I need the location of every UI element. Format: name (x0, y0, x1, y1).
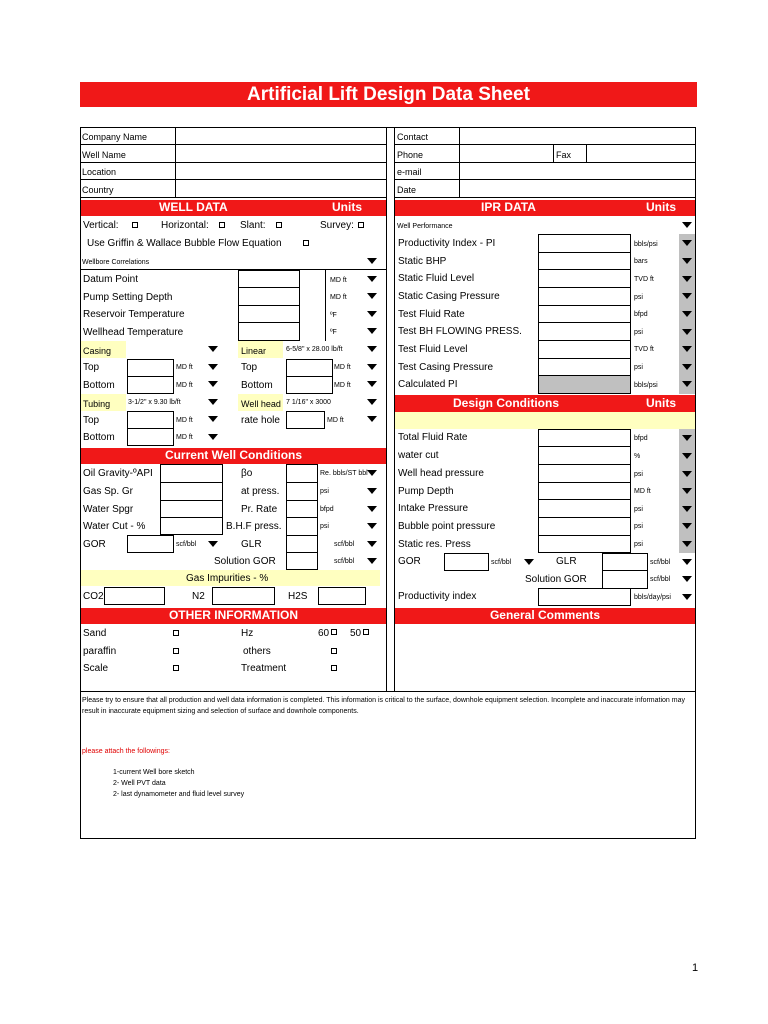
design-intake-dropdown-icon[interactable] (682, 506, 692, 512)
glr-dropdown-icon[interactable] (367, 541, 377, 547)
design-gor-input[interactable] (444, 553, 489, 571)
glr-unit: scf/bbl (334, 541, 355, 548)
well-performance-dropdown-icon[interactable] (682, 222, 692, 228)
design-glr-dropdown-icon[interactable] (682, 559, 692, 565)
design-intake-label: Intake Pressure (398, 503, 469, 514)
reservoir-temp-label: Reservoir Temperature (83, 309, 185, 320)
ipr-casing-dropdown-icon[interactable] (682, 293, 692, 299)
co2-input[interactable] (104, 587, 165, 605)
design-gor-label: GOR (398, 556, 421, 567)
current-conditions-header: Current Well Conditions (81, 448, 386, 464)
horizontal-checkbox[interactable] (219, 222, 225, 228)
linear-value: 6-5/8" x 28.00 lb/ft (286, 346, 343, 353)
ipr-level-dropdown-icon[interactable] (682, 346, 692, 352)
fax-field[interactable] (587, 145, 696, 161)
design-glr-unit: scf/bbl (650, 559, 671, 566)
treatment-label: Treatment (241, 663, 287, 674)
ipr-inputs[interactable] (538, 234, 631, 394)
well-head-dropdown-icon[interactable] (367, 399, 377, 405)
ipr-bh-unit: psi (634, 329, 643, 336)
well-data-title: WELL DATA (159, 200, 228, 214)
attach-item-1: 1-current Well bore sketch (113, 769, 195, 776)
design-bubble-label: Bubble point pressure (398, 521, 496, 532)
ipr-calculated-pi-label: Calculated PI (398, 379, 458, 390)
linear-bottom-dropdown-icon[interactable] (367, 381, 377, 387)
ipr-units: Units (646, 200, 676, 214)
general-comments-header: General Comments (395, 608, 695, 624)
date-field[interactable] (460, 180, 696, 196)
gor-dropdown-icon[interactable] (208, 541, 218, 547)
design-static-dropdown-icon[interactable] (682, 541, 692, 547)
casing-bottom-label: Bottom (83, 380, 115, 391)
correlations-dropdown-icon[interactable] (367, 258, 377, 264)
solution-gor-label: Solution GOR (214, 556, 276, 567)
ipr-fluid-unit: TVD ft (634, 276, 654, 283)
company-name-label: Company Name (82, 132, 148, 142)
gor-input[interactable] (127, 535, 174, 553)
co2-label: CO2 (83, 591, 104, 602)
sand-checkbox[interactable] (173, 630, 179, 636)
ipr-static-fluid-label: Static Fluid Level (398, 273, 475, 284)
linear-bottom-label: Bottom (241, 380, 273, 391)
water-cut-label: Water Cut - % (83, 521, 146, 532)
correlations-label: Wellbore Correlations (82, 259, 150, 266)
page-title: Artificial Lift Design Data Sheet (80, 82, 697, 107)
casing-top-unit: MD ft (176, 364, 193, 371)
design-static-res-label: Static res. Press (398, 539, 471, 550)
tubing-bottom-unit: MD ft (176, 434, 193, 441)
griffin-label: Use Griffin & Wallace Bubble Flow Equation (87, 238, 282, 249)
h2s-label: H2S (288, 591, 308, 602)
productivity-input[interactable] (538, 588, 631, 606)
hz60-label: 60 (318, 628, 330, 639)
other-info-header: OTHER INFORMATION (81, 608, 386, 624)
survey-label: Survey: (320, 220, 354, 231)
ipr-test-level-label: Test Fluid Level (398, 344, 468, 355)
datum-unit: MD ft (330, 277, 347, 284)
tubing-top-label: Top (83, 415, 100, 426)
h2s-input[interactable] (318, 587, 366, 605)
design-wh-dropdown-icon[interactable] (682, 471, 692, 477)
hz50-checkbox[interactable] (363, 629, 369, 635)
ipr-rate-dropdown-icon[interactable] (682, 311, 692, 317)
fax-label: Fax (556, 150, 572, 160)
gas-sp-label: Gas Sp. Gr (83, 486, 134, 497)
design-rate-unit: bfpd (634, 435, 648, 442)
gor-unit: scf/bbl (176, 541, 197, 548)
design-solution-dropdown-icon[interactable] (682, 576, 692, 582)
paraffin-label: paraffin (83, 646, 117, 657)
ipr-static-casing-label: Static Casing Pressure (398, 291, 500, 302)
linear-dropdown-icon[interactable] (367, 346, 377, 352)
wellhead-unit: ºF (330, 329, 337, 336)
linear-top-unit: MD ft (334, 364, 351, 371)
phone-field[interactable] (460, 145, 553, 161)
linear-label: Linear (241, 346, 267, 356)
solution-gor-dropdown-icon[interactable] (367, 558, 377, 564)
country-field[interactable] (176, 180, 386, 196)
ipr-pi-unit: bbls/psi (634, 241, 658, 248)
completion-note: Please try to ensure that all production and well data information is completed. This information is critical to the surface, downhole equipment selection. Incomplete and inaccurate information may result in inaccurate equipment sizing and selection of surface and downhole components. (82, 697, 685, 715)
survey-checkbox[interactable] (358, 222, 364, 228)
ipr-title: IPR DATA (481, 200, 536, 214)
design-header (395, 395, 695, 412)
sand-label: Sand (83, 628, 107, 639)
design-wc-unit: % (634, 453, 641, 460)
productivity-unit: bbls/day/psi (634, 594, 671, 601)
rate-hole-dropdown-icon[interactable] (367, 416, 377, 422)
bo-dropdown-icon[interactable] (367, 470, 377, 476)
ipr-bhp-dropdown-icon[interactable] (682, 258, 692, 264)
design-solution-unit: scf/bbl (650, 576, 671, 583)
design-gor-dropdown-icon[interactable] (524, 559, 534, 565)
location-field[interactable] (176, 163, 386, 179)
ipr-test-casing-label: Test Casing Pressure (398, 362, 494, 373)
ipr-calc-unit: bbls/psi (634, 382, 658, 389)
linear-top-label: Top (241, 362, 258, 373)
design-bubble-unit: psi (634, 523, 643, 530)
ipr-pi-label: Productivity Index - PI (398, 238, 496, 249)
casing-dropdown-icon[interactable] (208, 346, 218, 352)
pump-dropdown-icon[interactable] (367, 293, 377, 299)
solution-gor-unit: scf/bbl (334, 558, 355, 565)
ipr-tcasing-dropdown-icon[interactable] (682, 364, 692, 370)
hz50-label: 50 (350, 628, 362, 639)
design-glr-label: GLR (556, 556, 577, 567)
hz60-checkbox[interactable] (331, 629, 337, 635)
slant-checkbox[interactable] (276, 222, 282, 228)
attach-header: please attach the followings: (82, 748, 170, 755)
casing-label: Casing (83, 346, 112, 356)
ipr-header (395, 200, 695, 216)
n2-input[interactable] (212, 587, 275, 605)
ipr-bhp-unit: bars (634, 258, 648, 265)
design-bubble-dropdown-icon[interactable] (682, 523, 692, 529)
design-pd-unit: MD ft (634, 488, 651, 495)
design-wh-unit: psi (634, 471, 643, 478)
ipr-level-unit: TVD ft (634, 346, 654, 353)
country-label: Country (82, 185, 114, 195)
bo-unit: Re. bbls/ST bbl (320, 470, 368, 477)
general-comments-field[interactable] (396, 625, 695, 691)
design-rate-dropdown-icon[interactable] (682, 435, 692, 441)
casing-top-label: Top (83, 362, 100, 373)
casing-bottom-unit: MD ft (176, 382, 193, 389)
productivity-dropdown-icon[interactable] (682, 594, 692, 600)
phone-label: Phone (397, 150, 424, 160)
ipr-rate-unit: bfpd (634, 311, 648, 318)
gor-label: GOR (83, 539, 106, 550)
at-press-dropdown-icon[interactable] (367, 488, 377, 494)
tubing-label: Tubing (83, 399, 111, 409)
casing-bottom-dropdown-icon[interactable] (208, 381, 218, 387)
bhf-dropdown-icon[interactable] (367, 523, 377, 529)
pump-unit: MD ft (330, 294, 347, 301)
company-name-field[interactable] (176, 128, 386, 144)
well-data-header (81, 200, 386, 216)
bo-label: βo (241, 468, 253, 479)
well-head-label: Well head (241, 399, 281, 409)
wellhead-dropdown-icon[interactable] (367, 328, 377, 334)
pr-rate-unit: bfpd (320, 506, 334, 513)
ipr-test-bh-label: Test BH FLOWING PRESS. (398, 326, 522, 337)
tubing-bottom-dropdown-icon[interactable] (208, 434, 218, 440)
design-title: Design Conditions (453, 396, 559, 410)
treatment-checkbox[interactable] (331, 665, 337, 671)
reservoir-dropdown-icon[interactable] (367, 311, 377, 317)
rate-hole-label: rate hole (241, 415, 280, 426)
datum-point-label: Datum Point (83, 274, 139, 285)
griffin-checkbox[interactable] (303, 240, 309, 246)
design-pd-dropdown-icon[interactable] (682, 488, 692, 494)
pr-rate-dropdown-icon[interactable] (367, 506, 377, 512)
ipr-tcasing-unit: psi (634, 364, 643, 371)
linear-bottom-unit: MD ft (334, 382, 351, 389)
email-field[interactable] (460, 163, 696, 179)
datum-dropdown-icon[interactable] (367, 276, 377, 282)
tubing-value: 3-1/2" x 9.30 lb/ft (128, 399, 181, 406)
scale-label: Scale (83, 663, 109, 674)
at-press-unit: psi (320, 488, 329, 495)
bhf-unit: psi (320, 523, 329, 530)
rate-hole-input[interactable] (286, 411, 325, 429)
n2-label: N2 (192, 591, 205, 602)
well-name-field[interactable] (176, 145, 386, 161)
slant-label: Slant: (240, 220, 266, 231)
page-number: 1 (692, 962, 699, 974)
others-checkbox[interactable] (331, 648, 337, 654)
calculated-pi-cell (539, 376, 630, 393)
date-label: Date (397, 185, 417, 195)
casing-top-dropdown-icon[interactable] (208, 364, 218, 370)
ipr-calc-dropdown-icon[interactable] (682, 381, 692, 387)
reservoir-unit: ºF (330, 312, 337, 319)
design-gor-unit: scf/bbl (491, 559, 512, 566)
design-water-cut-label: water cut (398, 450, 439, 461)
glr-label: GLR (241, 539, 262, 550)
rate-hole-unit: MD ft (327, 417, 344, 424)
pump-setting-depth-label: Pump Setting Depth (83, 292, 173, 303)
well-performance-label: Well Performance (397, 223, 453, 230)
design-subbar (395, 412, 695, 429)
ipr-fluid-dropdown-icon[interactable] (682, 276, 692, 282)
ipr-pi-dropdown-icon[interactable] (682, 240, 692, 246)
design-intake-unit: psi (634, 506, 643, 513)
design-wc-dropdown-icon[interactable] (682, 453, 692, 459)
well-data-units: Units (332, 200, 362, 214)
ipr-static-bhp-label: Static BHP (398, 256, 447, 267)
vertical-label: Vertical: (83, 220, 119, 231)
design-pump-depth-label: Pump Depth (398, 486, 454, 497)
bhf-press-label: B.H.F press. (226, 521, 282, 532)
attach-item-3: 2- last dynamometer and fluid level survey (113, 791, 245, 798)
tubing-top-unit: MD ft (176, 417, 193, 424)
tubing-dropdown-icon[interactable] (208, 399, 218, 405)
hz-label: Hz (241, 628, 254, 639)
wellhead-temp-label: Wellhead Temperature (83, 327, 184, 338)
email-label: e-mail (397, 167, 422, 177)
at-press-label: at press. (241, 486, 280, 497)
attach-item-2: 2- Well PVT data (113, 780, 166, 787)
ipr-bh-dropdown-icon[interactable] (682, 329, 692, 335)
design-units: Units (646, 396, 676, 410)
oil-gravity-label: Oil Gravity-ºAPI (83, 468, 153, 479)
tubing-top-dropdown-icon[interactable] (208, 416, 218, 422)
well-head-value: 7 1/16" x 3000 (286, 399, 331, 406)
paraffin-checkbox[interactable] (173, 648, 179, 654)
horizontal-label: Horizontal: (161, 220, 209, 231)
design-total-rate-label: Total Fluid Rate (398, 432, 468, 443)
vertical-checkbox[interactable] (132, 222, 138, 228)
linear-top-dropdown-icon[interactable] (367, 364, 377, 370)
others-label: others (243, 646, 271, 657)
gas-impurities-label: Gas Impurities - % (186, 573, 269, 584)
design-solution-gor-label: Solution GOR (525, 574, 587, 585)
design-static-unit: psi (634, 541, 643, 548)
tubing-bottom-label: Bottom (83, 432, 115, 443)
ipr-casing-unit: psi (634, 294, 643, 301)
scale-checkbox[interactable] (173, 665, 179, 671)
center-divider (386, 127, 387, 692)
well-name-label: Well Name (82, 150, 126, 160)
ipr-test-rate-label: Test Fluid Rate (398, 309, 465, 320)
water-spgr-label: Water Spgr (83, 504, 134, 515)
design-glr-inputs[interactable] (602, 553, 648, 589)
contact-field[interactable] (460, 128, 696, 144)
contact-label: Contact (397, 132, 429, 142)
design-wellhead-label: Well head pressure (398, 468, 484, 479)
productivity-label: Productivity index (398, 591, 477, 602)
location-label: Location (82, 167, 117, 177)
pr-rate-label: Pr. Rate (241, 504, 278, 515)
